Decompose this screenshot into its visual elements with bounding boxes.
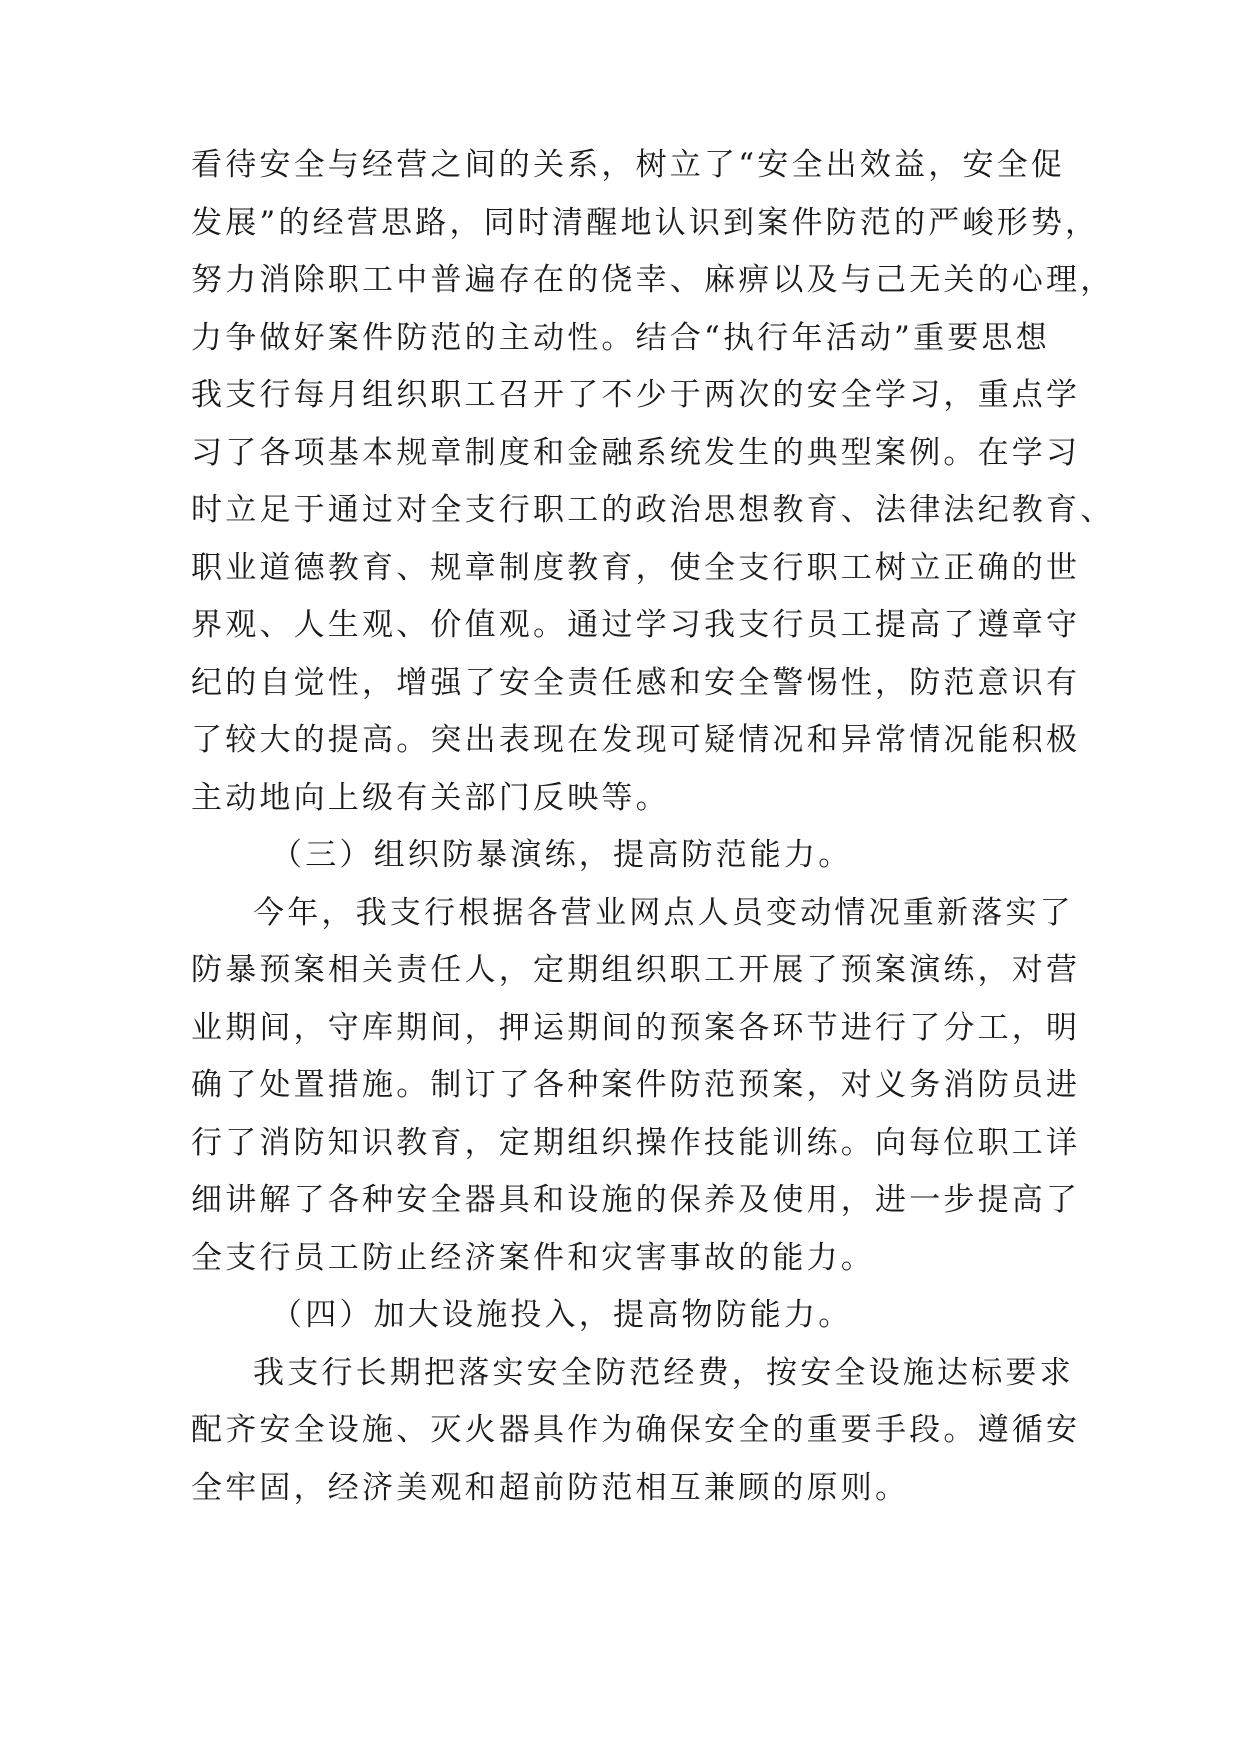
- body-line: 看待安全与经营之间的关系，树立了“安全出效益，安全促: [191, 147, 1066, 183]
- body-line: 行了消防知识教育，定期组织操作技能训练。向每位职工详: [191, 1124, 1081, 1161]
- body-line: 了较大的提高。突出表现在发现可疑情况和异常情况能积极: [191, 722, 1081, 758]
- body-line: 界观、人生观、价值观。通过学习我支行员工提高了遵章守: [191, 607, 1081, 643]
- body-line: 我支行长期把落实安全防范经费，按安全设施达标要求: [253, 1354, 1074, 1391]
- body-line: 全牢固，经济美观和超前防范相互兼顾的原则。: [191, 1469, 910, 1506]
- body-line: 职业道德教育、规章制度教育，使全支行职工树立正确的世: [191, 549, 1081, 586]
- body-line: 今年，我支行根据各营业网点人员变动情况重新落实了: [253, 894, 1074, 931]
- body-line: 努力消除职工中普遍存在的侥幸、麻痹以及与己无关的心理，: [191, 262, 1115, 298]
- body-line: 防暴预案相关责任人，定期组织职工开展了预案演练，对营: [191, 952, 1081, 988]
- body-line: 发展”的经营思路，同时清醒地认识到案件防范的严峻形势，: [191, 204, 1100, 241]
- body-line: 配齐安全设施、灭火器具作为确保安全的重要手段。遵循安: [191, 1412, 1081, 1448]
- body-line: 业期间，守库期间，押运期间的预案各环节进行了分工，明: [191, 1009, 1081, 1046]
- document-body: [191, 137, 1115, 1517]
- body-line: 细讲解了各种安全器具和设施的保养及使用，进一步提高了: [191, 1182, 1081, 1218]
- body-line: 我支行每月组织职工召开了不少于两次的安全学习，重点学: [191, 377, 1081, 413]
- section-heading: （四）加大设施投入，提高物防能力。: [271, 1297, 853, 1333]
- body-line: 确了处置措施。制订了各种案件防范预案，对义务消防员进: [191, 1067, 1081, 1103]
- body-line: 全支行员工防止经济案件和灾害事故的能力。: [191, 1239, 875, 1276]
- section-heading: （三）组织防暴演练，提高防范能力。: [271, 837, 853, 873]
- body-line: 时立足于通过对全支行职工的政治思想教育、法律法纪教育、: [191, 492, 1115, 528]
- body-line: 习了各项基本规章制度和金融系统发生的典型案例。在学习: [191, 434, 1081, 471]
- body-line: 纪的自觉性，增强了安全责任感和安全警惕性，防范意识有: [191, 664, 1081, 701]
- body-line: 力争做好案件防范的主动性。结合“执行年活动”重要思想: [191, 319, 1050, 356]
- body-line: 主动地向上级有关部门反映等。: [191, 779, 670, 816]
